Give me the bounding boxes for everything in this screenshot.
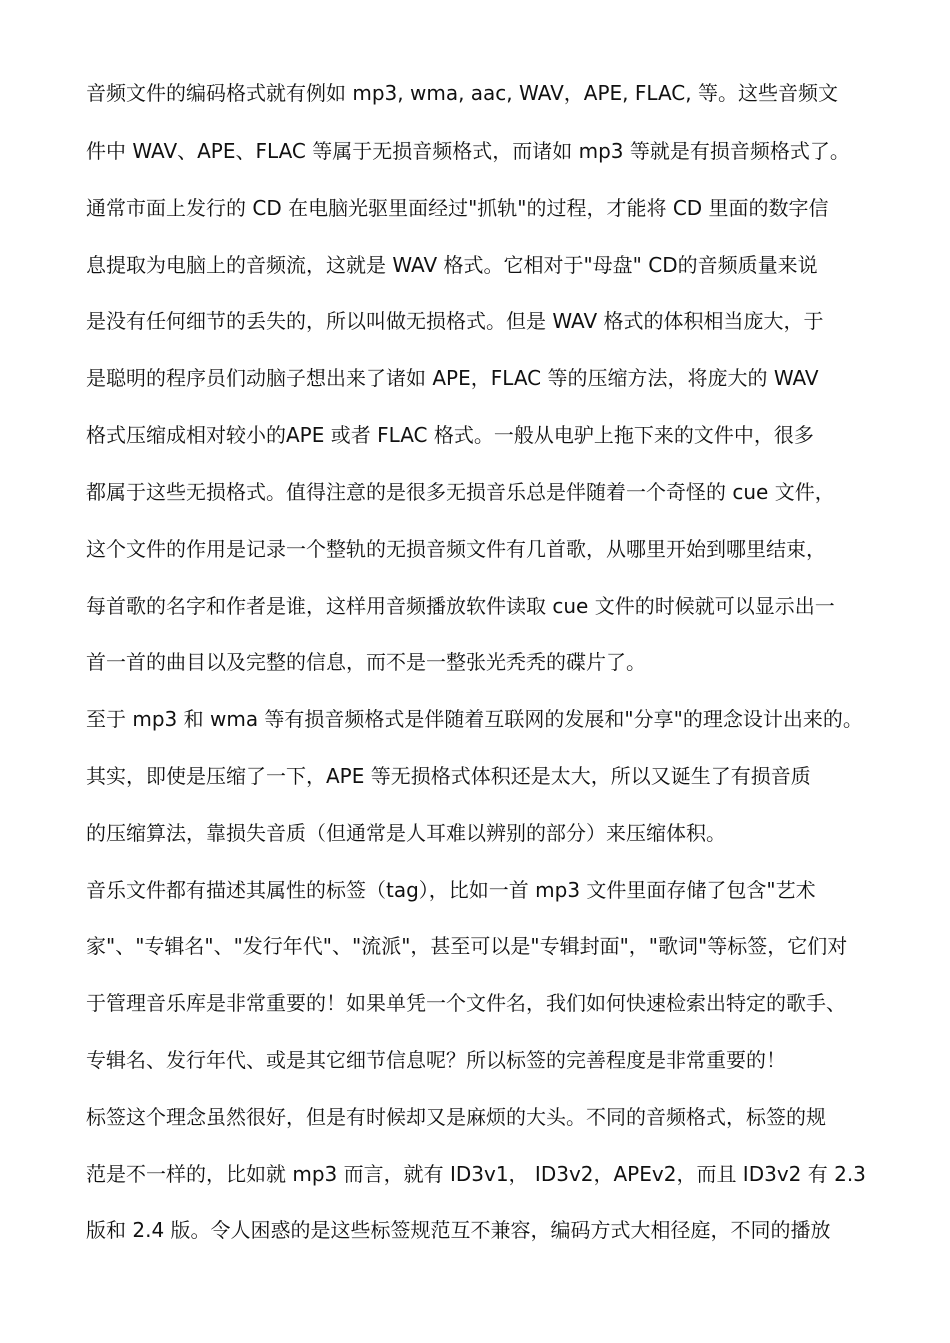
text-line: 都属于这些无损格式。值得注意的是很多无损音乐总是伴随着一个奇怪的 cue 文件， <box>86 480 835 504</box>
text-line: 音频文件的编码格式就有例如 mp3, wma, aac, WAV，APE, FLAC, 等。这些音频文 <box>86 81 838 105</box>
text-line: 这个文件的作用是记录一个整轨的无损音频文件有几首歌，从哪里开始到哪里结束， <box>86 537 826 561</box>
text-line: 范是不一样的，比如就 mp3 而言，就有 ID3v1， ID3v2，APEv2，而且 ID3v2 有 2.3 <box>86 1162 866 1186</box>
text-line: 是聪明的程序员们动脑子想出来了诸如 APE，FLAC 等的压缩方法，将庞大的 WAV <box>86 366 819 390</box>
text-line: 件中 WAV、APE、FLAC 等属于无损音频格式，而诸如 mp3 等就是有损音频格式了。 <box>86 139 850 163</box>
text-line: 格式压缩成相对较小的APE 或者 FLAC 格式。一般从电驴上拖下来的文件中，很多 <box>86 423 814 447</box>
text-line: 息提取为电脑上的音频流，这就是 WAV 格式。它相对于"母盘" CD的音频质量来说 <box>86 253 818 277</box>
text-line: 于管理音乐库是非常重要的！如果单凭一个文件名，我们如何快速检索出特定的歌手、 <box>86 991 846 1015</box>
text-line: 版和 2.4 版。令人困惑的是这些标签规范互不兼容，编码方式大相径庭，不同的播放 <box>86 1218 831 1242</box>
text-line: 家"、"专辑名"、"发行年代"、"流派"，甚至可以是"专辑封面"，"歌词"等标签，它们对 <box>86 934 848 958</box>
text-line: 通常市面上发行的 CD 在电脑光驱里面经过"抓轨"的过程，才能将 CD 里面的数字信 <box>86 196 829 220</box>
text-line: 音乐文件都有描述其属性的标签（tag），比如一首 mp3 文件里面存储了包含"艺术 <box>86 878 816 902</box>
text-line: 专辑名、发行年代、或是其它细节信息呢？所以标签的完善程度是非常重要的！ <box>86 1048 786 1072</box>
text-line: 其实，即使是压缩了一下，APE 等无损格式体积还是太大，所以又诞生了有损音质 <box>86 764 811 788</box>
text-line: 每首歌的名字和作者是谁，这样用音频播放软件读取 cue 文件的时候就可以显示出一 <box>86 594 835 618</box>
text-line: 标签这个理念虽然很好，但是有时候却又是麻烦的大头。不同的音频格式，标签的规 <box>86 1105 826 1129</box>
text-line: 至于 mp3 和 wma 等有损音频格式是伴随着互联网的发展和"分享"的理念设计出来的。 <box>86 707 863 731</box>
text-line: 首一首的曲目以及完整的信息，而不是一整张光秃秃的碟片了。 <box>86 650 646 674</box>
text-line: 的压缩算法，靠损失音质（但通常是人耳难以辨别的部分）来压缩体积。 <box>86 821 726 845</box>
text-line: 是没有任何细节的丢失的，所以叫做无损格式。但是 WAV 格式的体积相当庞大，于 <box>86 309 824 333</box>
